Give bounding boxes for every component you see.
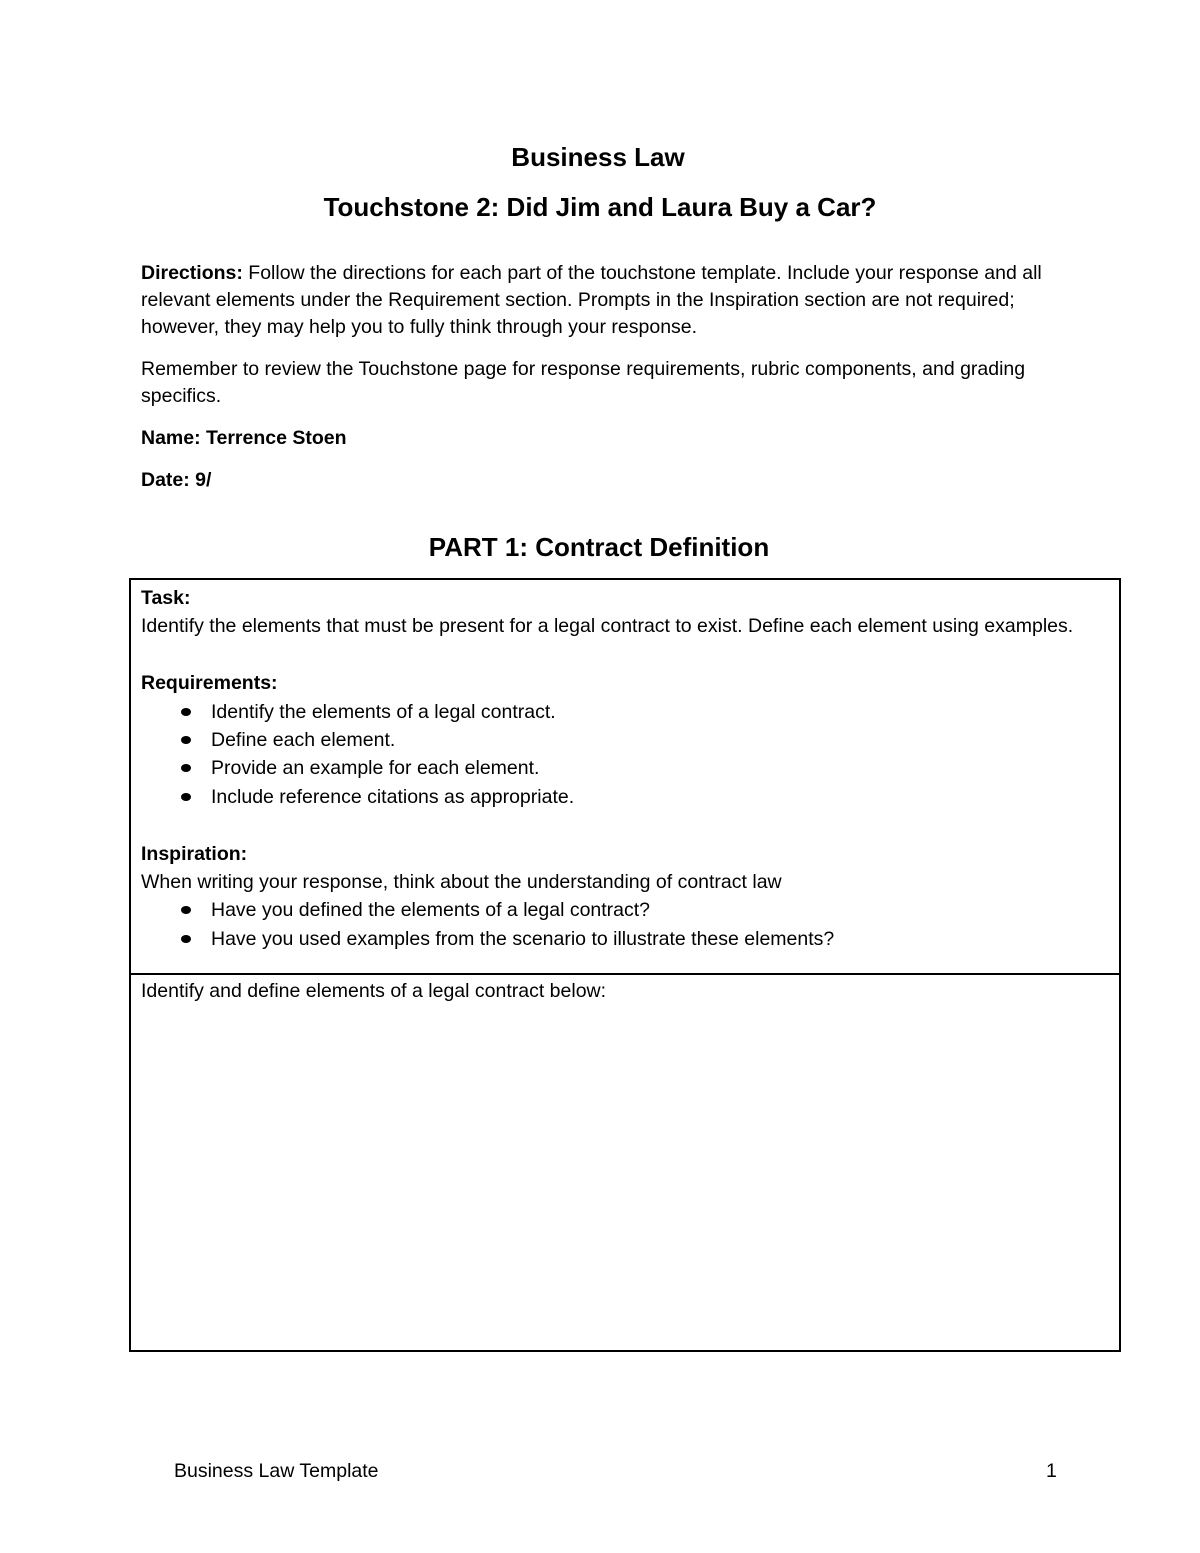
directions-label: Directions: (141, 262, 243, 284)
requirement-text: Include reference citations as appropriate. (211, 785, 575, 808)
bullet-icon (181, 736, 191, 744)
list-item (181, 783, 1109, 811)
student-name: Name: Terrence Stoen (141, 427, 347, 449)
task-cell (131, 580, 1119, 975)
bullet-icon (181, 793, 191, 801)
part-heading: PART 1: Contract Definition (428, 532, 770, 562)
page-title: Business Law (511, 142, 685, 172)
page-number: 1 (1046, 1460, 1057, 1482)
bullet-icon (181, 764, 191, 772)
directions-text: Follow the directions for each part of the touchstone template. Include your response and all relevant elements under the Requirement section. Prompts in the Inspiration section are not required; however, they may help you to fully think through your response. (141, 262, 1042, 338)
part1-table (129, 578, 1121, 1352)
submission-date: Date: 9/ (141, 469, 212, 491)
list-item (181, 925, 1109, 953)
requirements-list (141, 698, 1109, 812)
inspiration-label: Inspiration: (141, 842, 248, 865)
page-subtitle: Touchstone 2: Did Jim and Laura Buy a Car? (323, 192, 877, 222)
inspiration-text: Have you used examples from the scenario to illustrate these elements? (211, 927, 835, 950)
requirement-text: Define each element. (211, 729, 396, 752)
bullet-icon (181, 935, 191, 943)
inspiration-text: Have you defined the elements of a legal contract? (211, 899, 651, 922)
list-item (181, 726, 1109, 754)
requirement-text: Identify the elements of a legal contract. (211, 700, 556, 723)
directions-paragraph (141, 260, 1061, 341)
spacer (141, 641, 1109, 669)
reminder-paragraph: Remember to review the Touchstone page for response requirements, rubric components, and grading specifics. (141, 358, 1026, 407)
footer-title: Business Law Template (174, 1460, 379, 1482)
bullet-icon (181, 906, 191, 914)
bullet-icon (181, 708, 191, 716)
inspiration-intro: When writing your response, think about the understanding of contract law (141, 871, 782, 894)
inspiration-list (141, 896, 1109, 953)
task-label: Task: (141, 587, 191, 609)
response-prompt: Identify and define elements of a legal contract below: (141, 980, 607, 1002)
list-item (181, 754, 1109, 782)
list-item (181, 896, 1109, 924)
requirements-label: Requirements: (141, 672, 278, 695)
task-text: Identify the elements that must be present for a legal contract to exist. Define each element using examples. (141, 615, 1074, 638)
requirement-text: Provide an example for each element. (211, 757, 540, 780)
list-item (181, 698, 1109, 726)
spacer (141, 811, 1109, 839)
response-cell[interactable] (131, 975, 1119, 1350)
